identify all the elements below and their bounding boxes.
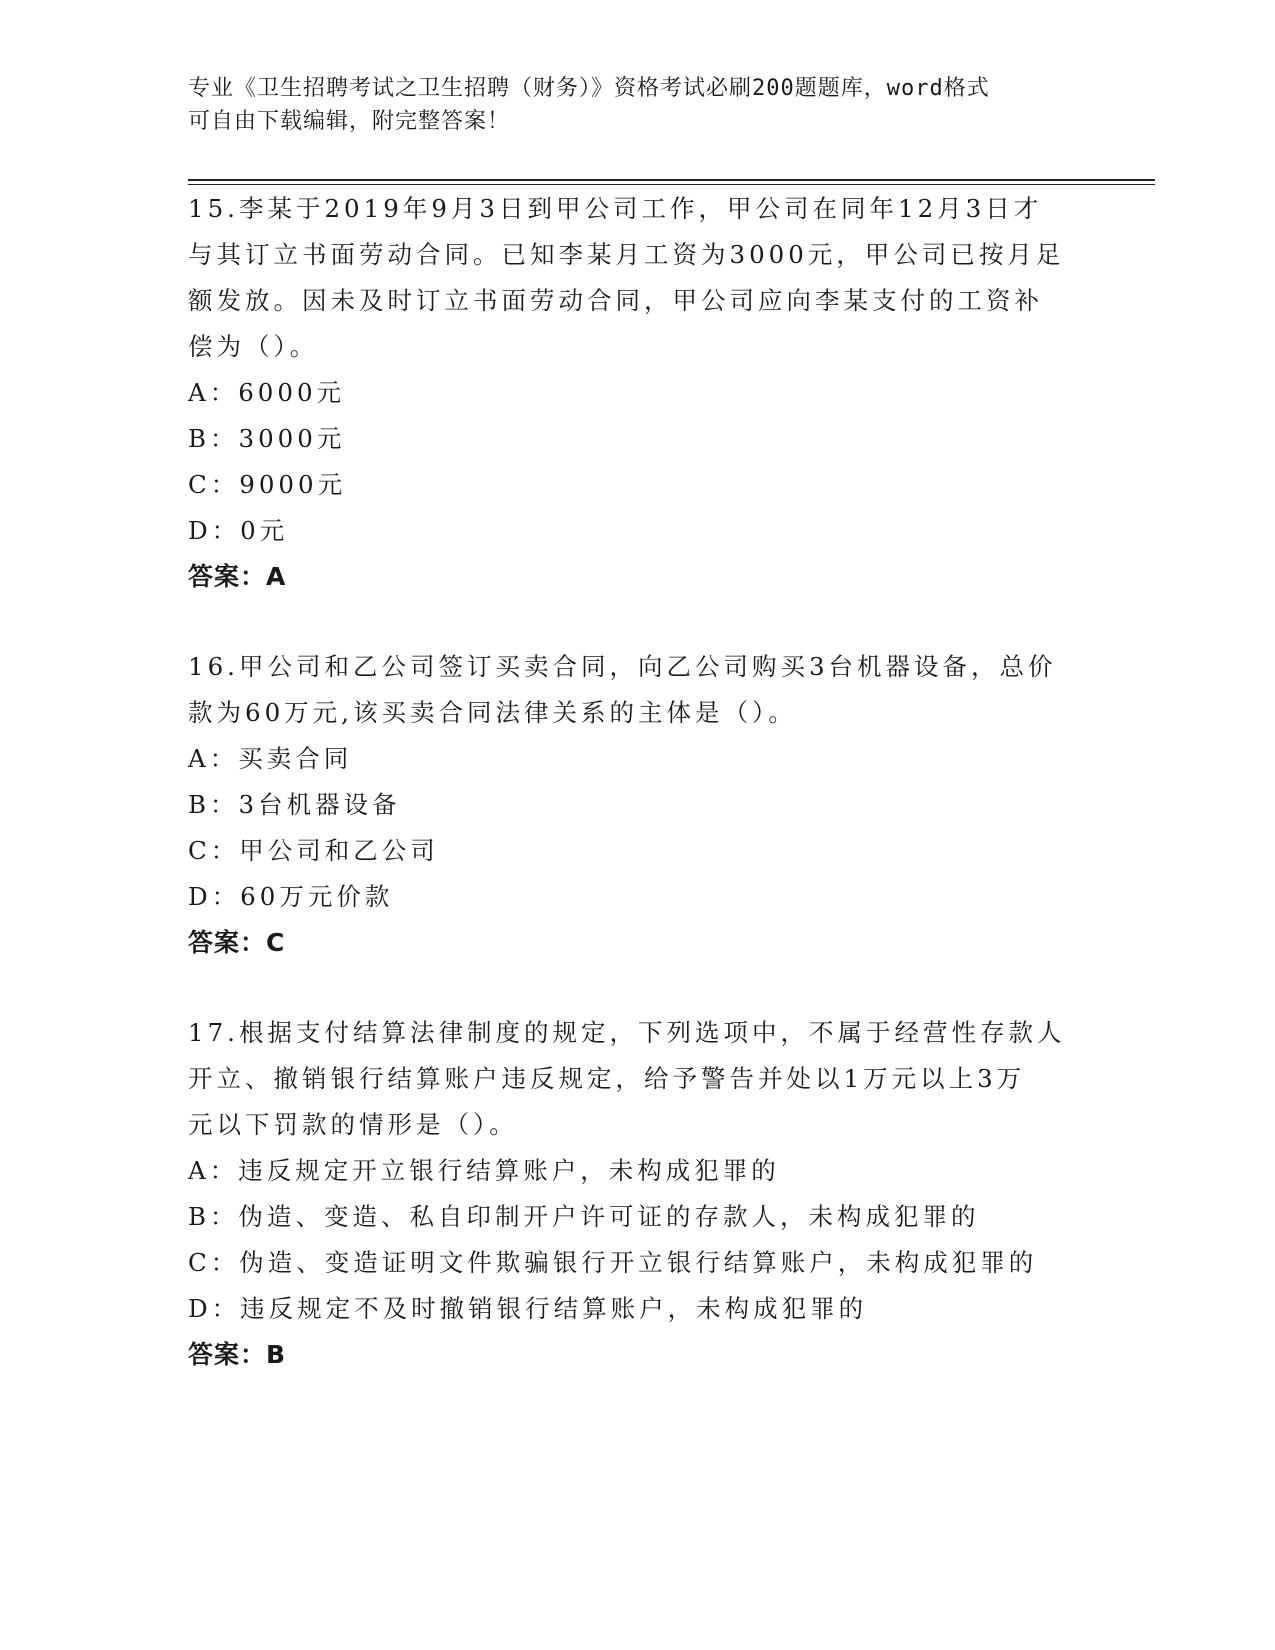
option-b: B：3000元 xyxy=(188,424,346,453)
option-d: D：违反规定不及时撤销银行结算账户，未构成犯罪的 xyxy=(188,1294,868,1323)
answer-label: 答案：C xyxy=(188,928,286,957)
option-c: C：伪造、变造证明文件欺骗银行开立银行结算账户，未构成犯罪的 xyxy=(188,1248,1038,1277)
question-text-line: 款为60万元,该买卖合同法律关系的主体是（）。 xyxy=(188,698,797,727)
answer-label: 答案：B xyxy=(188,1340,287,1369)
option-a: A：违反规定开立银行结算账户，未构成犯罪的 xyxy=(188,1156,780,1185)
question-text-line: 16.甲公司和乙公司签订买卖合同，向乙公司购买3台机器设备，总价 xyxy=(188,652,1057,681)
question-text-line: 元以下罚款的情形是（）。 xyxy=(188,1110,518,1139)
option-b: B：3台机器设备 xyxy=(188,790,401,819)
option-b: B：伪造、变造、私自印制开户许可证的存款人，未构成犯罪的 xyxy=(188,1202,980,1231)
option-d: D：60万元价款 xyxy=(188,882,394,911)
option-c: C：9000元 xyxy=(188,470,347,499)
option-a: A：6000元 xyxy=(188,378,346,407)
answer-label: 答案：A xyxy=(188,562,287,591)
document-header xyxy=(188,72,1068,138)
option-c: C：甲公司和乙公司 xyxy=(188,836,439,865)
question-block-15 xyxy=(188,186,1088,600)
question-text-line: 15.李某于2019年9月3日到甲公司工作，甲公司在同年12月3日才 xyxy=(188,194,1043,223)
header-line: 可自由下载编辑，附完整答案！ xyxy=(188,109,511,134)
question-text-line: 额发放。因未及时订立书面劳动合同，甲公司应向李某支付的工资补 xyxy=(188,286,1043,315)
question-text-line: 与其订立书面劳动合同。已知李某月工资为3000元，甲公司已按月足 xyxy=(188,240,1065,269)
header-line: 专业《卫生招聘考试之卫生招聘（财务）》资格考试必刷200题题库，word格式 xyxy=(188,76,990,101)
question-block-17 xyxy=(188,1010,1088,1378)
option-d: D：0元 xyxy=(188,516,289,545)
option-a: A：买卖合同 xyxy=(188,744,353,773)
header-divider-thick xyxy=(188,179,1155,181)
question-text-line: 17.根据支付结算法律制度的规定，下列选项中，不属于经营性存款人 xyxy=(188,1018,1066,1047)
question-text-line: 偿为（）。 xyxy=(188,332,319,361)
header-divider-thin xyxy=(188,184,1155,185)
question-block-16 xyxy=(188,644,1088,966)
question-text-line: 开立、撤销银行结算账户违反规定，给予警告并处以1万元以上3万 xyxy=(188,1064,1026,1093)
